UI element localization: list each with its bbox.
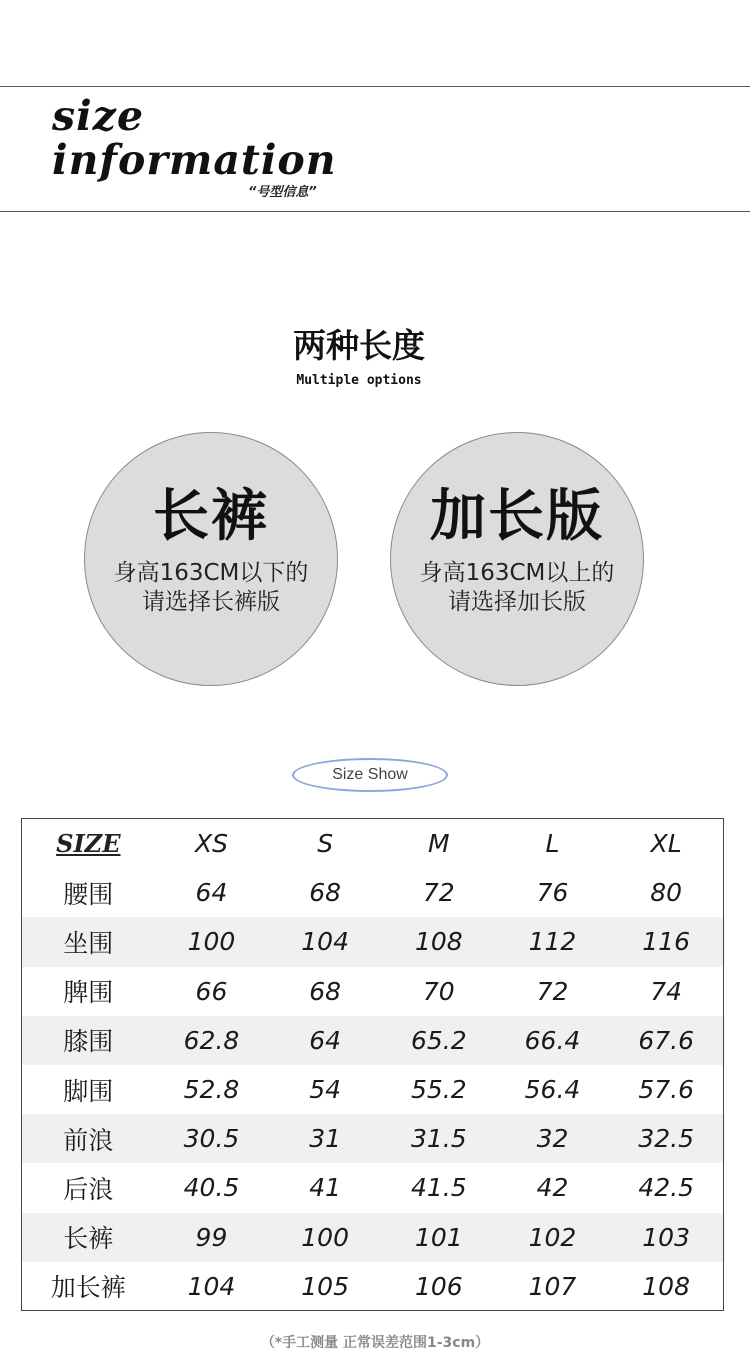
- size-value: 67.6: [638, 1025, 694, 1055]
- row-label: 加长裤: [50, 1273, 126, 1303]
- size-value: 66: [195, 976, 228, 1006]
- size-value: 72: [422, 878, 455, 908]
- size-value: 40.5: [183, 1173, 240, 1203]
- table-row: [22, 1016, 723, 1065]
- size-value: 32: [536, 1124, 569, 1154]
- size-value: 108: [414, 927, 463, 957]
- size-value: 105: [301, 1271, 349, 1301]
- table-header-row: [22, 819, 723, 868]
- size-value: 101: [414, 1222, 463, 1252]
- size-value: 42.5: [638, 1173, 694, 1203]
- option-desc-line1: 身高163CM以下的: [113, 560, 309, 586]
- bottom-divider: [0, 211, 750, 212]
- option-title: 长裤: [153, 484, 269, 549]
- size-value: 104: [301, 927, 349, 957]
- table-row: [22, 967, 723, 1016]
- size-value: 52.8: [183, 1075, 240, 1105]
- table-header-cell: [22, 829, 155, 858]
- row-label: 坐围: [63, 928, 114, 958]
- size-value: 70: [422, 976, 455, 1006]
- size-value: 32.5: [638, 1124, 694, 1154]
- size-value: 64: [195, 878, 228, 908]
- option-circle-extended: [390, 432, 644, 686]
- table-row: [22, 1065, 723, 1114]
- table-row: [22, 1262, 723, 1311]
- size-value: 41.5: [410, 1173, 467, 1203]
- table-row: [22, 917, 723, 966]
- size-value: 64: [309, 1025, 342, 1055]
- row-label: 脚围: [63, 1076, 114, 1106]
- table-header-cell: S: [317, 829, 334, 859]
- option-circle-regular: [84, 432, 338, 686]
- size-value: 104: [187, 1271, 236, 1301]
- option-title: 加长版: [430, 484, 604, 549]
- table-header-cell: XS: [194, 829, 228, 859]
- size-value: 116: [642, 927, 690, 957]
- table-header-cell: M: [428, 829, 450, 859]
- row-label: 膝围: [63, 1027, 114, 1057]
- size-value: 103: [642, 1222, 690, 1252]
- size-value: 80: [650, 878, 683, 908]
- size-value: 41: [309, 1173, 342, 1203]
- size-value: 102: [528, 1222, 577, 1252]
- title-line-2: information: [52, 136, 337, 184]
- page-subtitle: “号型信息”: [248, 185, 317, 200]
- table-header-cell: L: [545, 829, 560, 859]
- size-value: 72: [536, 976, 569, 1006]
- option-desc-line2: 请选择加长版: [448, 589, 586, 615]
- page-title: [52, 94, 337, 182]
- size-show-label: Size Show: [292, 758, 448, 792]
- row-label: 长裤: [63, 1224, 114, 1254]
- option-desc-line2: 请选择长裤版: [142, 589, 280, 615]
- row-label: 脾围: [63, 978, 114, 1008]
- size-value: 68: [309, 878, 342, 908]
- title-line-1: size: [52, 92, 145, 140]
- size-value: 106: [414, 1271, 463, 1301]
- options-title: 两种长度: [293, 326, 425, 365]
- table-row: [22, 868, 723, 917]
- size-value: 56.4: [524, 1075, 581, 1105]
- size-value: 65.2: [410, 1025, 467, 1055]
- size-value: 112: [528, 927, 577, 957]
- size-value: 62.8: [183, 1025, 240, 1055]
- size-value: 31: [309, 1124, 342, 1154]
- row-label: 腰围: [63, 879, 114, 909]
- table-body: [22, 868, 723, 1311]
- size-value: 55.2: [410, 1075, 467, 1105]
- size-value: 100: [187, 927, 236, 957]
- options-heading: [0, 320, 750, 388]
- size-value: 74: [650, 976, 683, 1006]
- table-row: [22, 1114, 723, 1163]
- table-row: [22, 1163, 723, 1212]
- size-value: 68: [309, 976, 342, 1006]
- size-value: 99: [195, 1222, 228, 1252]
- table-row: [22, 1213, 723, 1262]
- table-header-cell: XL: [650, 829, 682, 859]
- option-desc-line1: 身高163CM以上的: [419, 560, 615, 586]
- size-value: 107: [528, 1271, 577, 1301]
- footnote: （*手工测量 正常误差范围1-3cm）: [260, 1335, 490, 1351]
- size-value: 100: [301, 1222, 349, 1252]
- size-header-label: SIZE: [56, 829, 121, 859]
- size-value: 57.6: [638, 1075, 694, 1105]
- row-label: 后浪: [63, 1174, 114, 1204]
- top-divider: [0, 86, 750, 87]
- size-value: 31.5: [410, 1124, 467, 1154]
- size-value: 66.4: [524, 1025, 581, 1055]
- options-subtitle: Multiple options: [296, 373, 422, 388]
- size-value: 76: [536, 878, 569, 908]
- size-table: [21, 818, 724, 1311]
- size-value: 42: [536, 1173, 569, 1203]
- size-value: 108: [642, 1271, 690, 1301]
- row-label: 前浪: [63, 1125, 114, 1155]
- size-value: 30.5: [183, 1124, 240, 1154]
- size-value: 54: [309, 1075, 342, 1105]
